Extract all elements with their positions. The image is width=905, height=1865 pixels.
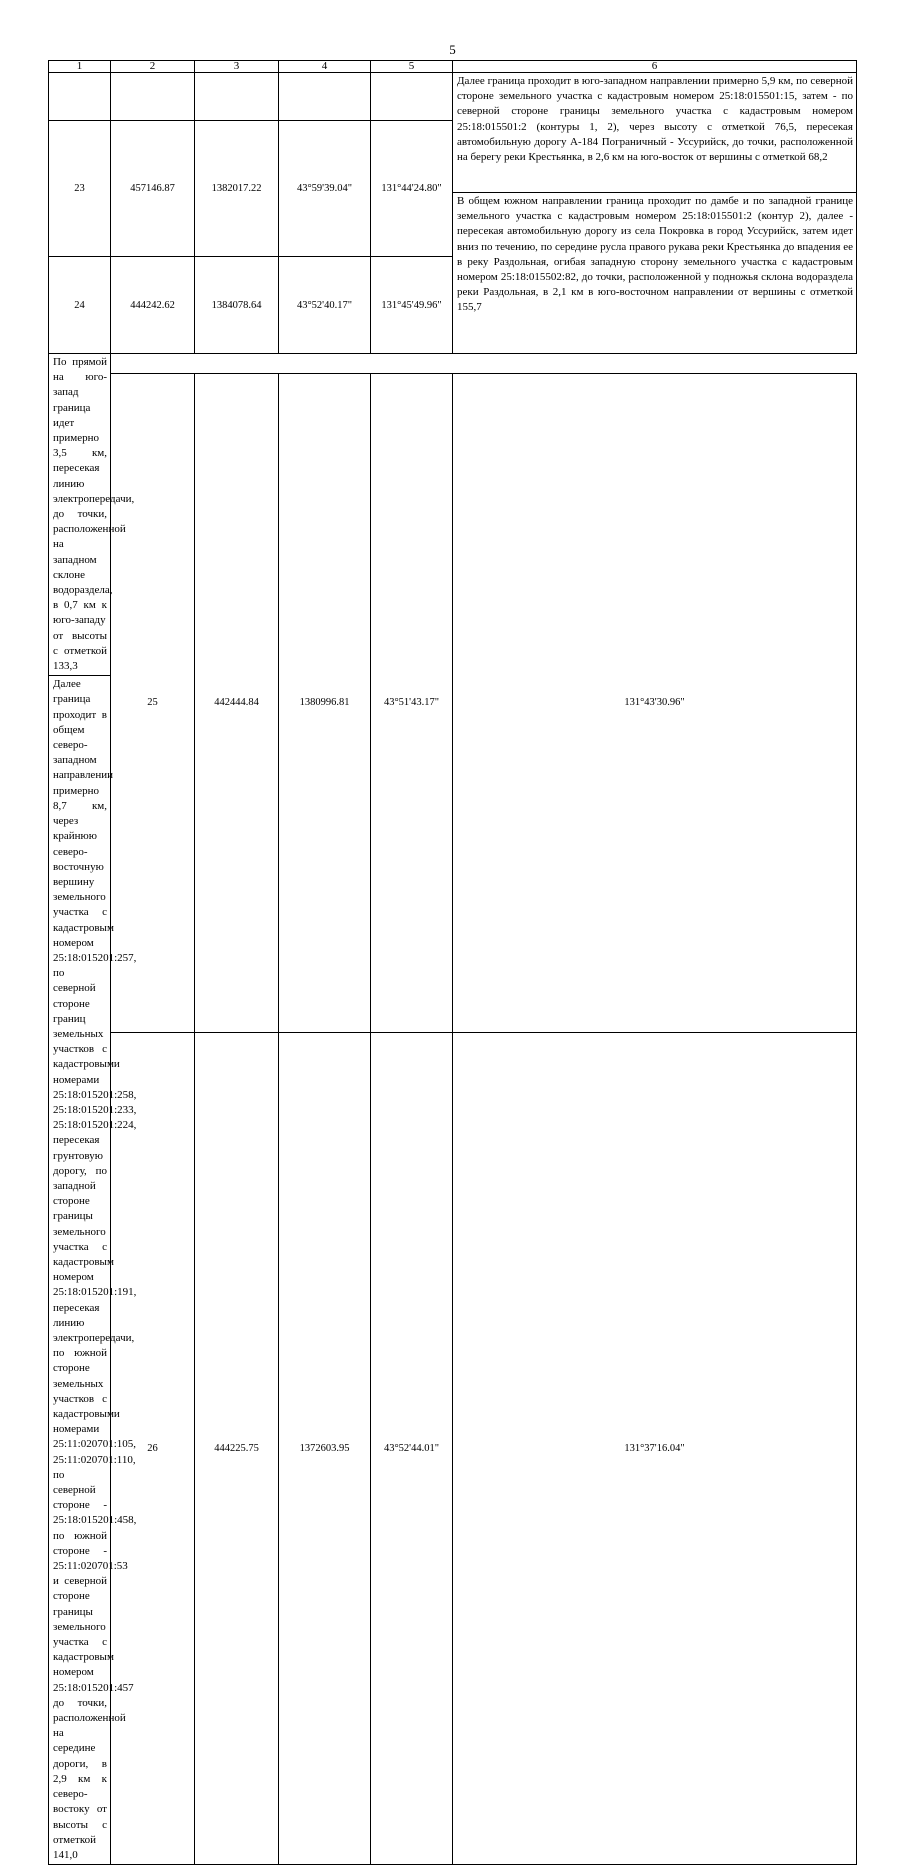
description-text: По прямой на юго-запад граница идет примерно 3,5 км, пересекая линию электропередачи, до точки, расположенной на западном склоне водораздела, в 0,7 км к юго-западу от высоты с отметкой 133,3 xyxy=(53,356,135,673)
header-col-5: 5 xyxy=(371,61,453,73)
latitude: 43°59'39.04" xyxy=(279,121,371,257)
empty-cell xyxy=(371,73,453,121)
point-number: 24 xyxy=(49,257,111,354)
latitude: 43°52'44.01" xyxy=(371,1032,453,1864)
latitude: 43°52'40.17" xyxy=(279,257,371,354)
y-coordinate: 1384078.64 xyxy=(195,257,279,354)
empty-cell xyxy=(111,73,195,121)
x-coordinate: 444225.75 xyxy=(195,1032,279,1864)
header-col-3: 3 xyxy=(195,61,279,73)
header-col-2: 2 xyxy=(111,61,195,73)
y-coordinate: 1380996.81 xyxy=(279,374,371,1033)
description-text: В общем южном направлении граница проходит по дамбе и по западной границе земельного участка с кадастровым номером 25:18:015501:2 (контур 2), далее - пересекая автомобильную дорогу из села Покровка в город Уссурийск, затем идет вниз по течению, по середине русла правого рукава реки Крестьянка до впадения ее в реку Раздольная, огибая западную сторону земельного участка с кадастровым номером 25:18:015502:82, до точки, расположенной у подножья склона водораздела реки Раздольная, в 2,1 км в юго-восточном направлении от вершины с отметкой 155,7 xyxy=(457,195,853,314)
empty-cell xyxy=(195,73,279,121)
y-coordinate: 1372603.95 xyxy=(279,1032,371,1864)
description-cell xyxy=(453,73,857,193)
x-coordinate: 442444.84 xyxy=(195,374,279,1033)
point-number: 23 xyxy=(49,121,111,257)
empty-cell xyxy=(279,73,371,121)
x-coordinate: 457146.87 xyxy=(111,121,195,257)
description-cell xyxy=(49,676,137,1865)
header-row xyxy=(49,61,857,73)
boundary-table xyxy=(48,60,857,1865)
table-row xyxy=(49,73,857,121)
description-cell xyxy=(49,354,135,676)
page-number: 5 xyxy=(449,42,456,57)
y-coordinate: 1382017.22 xyxy=(195,121,279,257)
description-cell xyxy=(453,193,857,354)
description-text: Далее граница проходит в юго-западном направлении примерно 5,9 км, по северной стороне земельного участка с кадастровым номером 25:18:015501:15, затем - по северной стороне границы земельного участка с кадастровым номером 25:18:015501:2 (контуры 1, 2), через высоту с отметкой 76,5, пересекая автомобильную дорогу А-184 Пограничный - Уссурийск, до точки, расположенной на берегу реки Крестьянка, в 2,6 км на юго-восток от вершины с отметкой 68,2 xyxy=(457,75,853,164)
point-number: 26 xyxy=(111,1032,195,1864)
longitude: 131°43'30.96" xyxy=(453,374,857,1033)
header-col-6: 6 xyxy=(453,61,857,73)
point-number: 25 xyxy=(111,374,195,1033)
header-col-4: 4 xyxy=(279,61,371,73)
table-row-point-25 xyxy=(49,374,857,676)
header-col-1: 1 xyxy=(49,61,111,73)
table-row-point-26 xyxy=(49,1032,857,1864)
longitude: 131°44'24.80" xyxy=(371,121,453,257)
latitude: 43°51'43.17" xyxy=(371,374,453,1033)
table-row xyxy=(49,354,857,374)
longitude: 131°37'16.04" xyxy=(453,1032,857,1864)
empty-cell xyxy=(49,73,111,121)
description-text: Далее граница проходит в общем северо-западном направлении примерно 8,7 км, через крайнюю северо-восточную вершину земельного участка с кадастровым номером 25:18:015201:257, по северной стороне границ земельных участков с кадастровыми номерами 25:18:015201:258, 25:18:015201:233, 25:18:015201:224, пересекая грунтовую дорогу, по западной стороне границы земельного участка с кадастровым номером 25:18:015201:191, пересекая линию электропередачи, по южной стороне земельных участков с кадастровыми номерами 25:11:020701:105, 25:11:020701:110, по северной стороне - 25:18:015201:458, по южной стороне - 25:11:020701:53 и северной стороне границы земельного участка с кадастровым номером 25:18:015201:457 до точки, расположенной на середине дороги, в 2,9 км к северо-востоку от высоты с отметкой 141,0 xyxy=(53,678,137,1861)
longitude: 131°45'49.96" xyxy=(371,257,453,354)
x-coordinate: 444242.62 xyxy=(111,257,195,354)
